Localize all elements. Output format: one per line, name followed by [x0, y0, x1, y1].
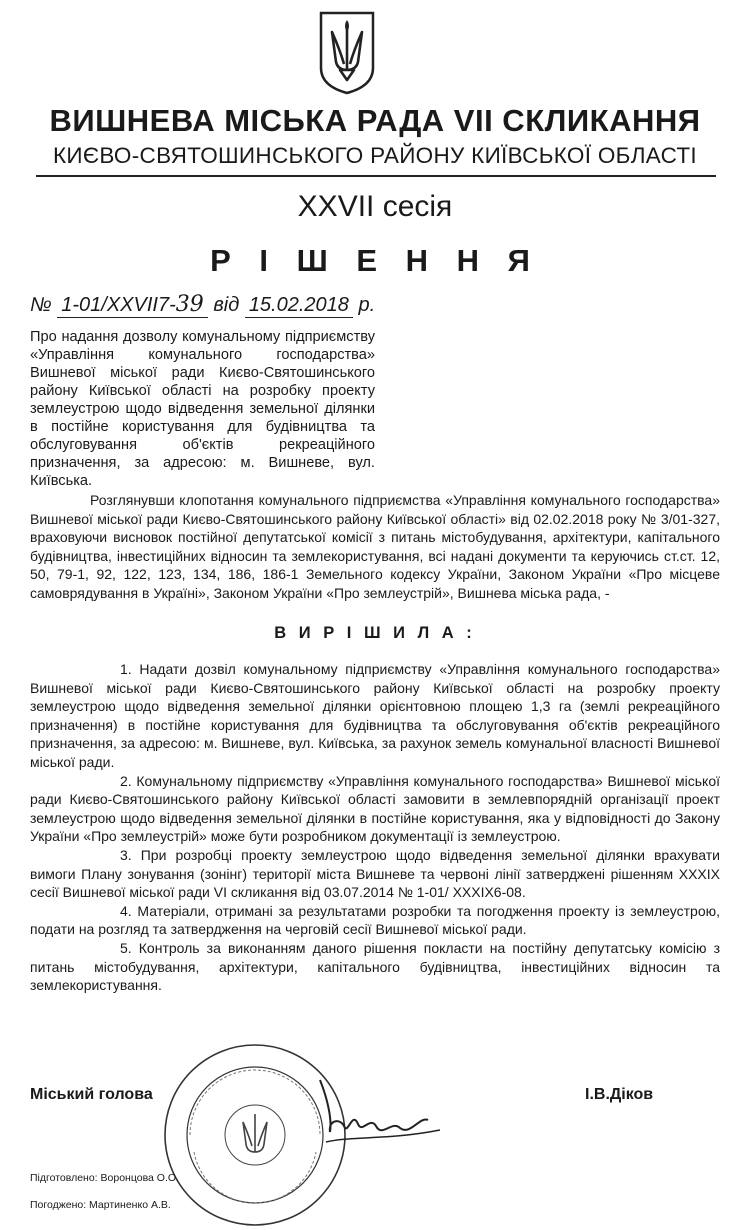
council-name: ВИШНЕВА МІСЬКА РАДА VII СКЛИКАННЯ: [49, 103, 701, 138]
decision-item: 3. При розробці проекту землеустрою щодо відведення земельної ділянки врахувати вимоги Плану зонування (зонінг) території міста Вишневе та червоні лінії затверджені рішенням XXXIX сесії Вишневої міської ради VI скликання від 03.07.2014 № 1-01/ XXXIX6-08.: [30, 846, 720, 901]
resolved-heading: В И Р І Ш И Л А :: [274, 624, 476, 642]
document-number-line: [30, 292, 375, 318]
decision-items: [30, 660, 720, 995]
number-label: №: [30, 294, 52, 316]
decision-item: 1. Надати дозвіл комунальному підприємству «Управління комунального господарства» Вишневої міської ради Києво-Святошинського району Київської області на розробку проекту землеустрою щодо відведення земельної ділянки орієнтовною площею 1,3 га (землі рекреаційного призначення) в постійне користування для будівництва та обслуговування об'єктів рекреаційного призначення, за адресою: м. Вишневе, вул. Київська, за рахунок земель комунальної власності Вишневої міської ради.: [30, 661, 720, 770]
decision-subject: Про надання дозволу комунальному підприємству «Управління комунального господарства» Вишневої міської ради Києво-Святошинського району Київської області на розробку проекту землеустрою щодо відведення земельної ділянки в постійне користування для будівництва та обслуговування об'єктів рекреаційного призначення, за адресою: м. Вишневе, вул. Київська.: [30, 329, 375, 489]
number-printed: 1-01/XXVII7-: [61, 294, 176, 316]
decision-item: 5. Контроль за виконанням даного рішення покласти на постійну депутатську комісію з питань містобудування, архітектури, капітального будівництва, інвестиційних відносин та землекористування.: [30, 939, 720, 994]
district-name: КИЄВО-СВЯТОШИНСЬКОГО РАЙОНУ КИЇВСЬКОЇ ОБЛАСТІ: [53, 143, 697, 168]
prepared-by: Підготовлено: Воронцова О.О.: [30, 1172, 179, 1184]
preamble-paragraph: Розглянувши клопотання комунального підприємства «Управління комунального господарства» Вишневої міської ради Києво-Святошинського району Київської області» від 02.02.2018 року № 3/01-327, враховуючи висновок постійної депутатської комісії з питань містобудування, архітектури, капітального будівництва, інвестиційних відносин та землекористування, всі надані документи та керуючись ст.ст. 12, 50, 79-1, 92, 122, 123, 134, 186, 186-1 Земельного кодексу України, Законом України «Про місцеве самоврядування в Україні», Законом України «Про землеустрій», Вишнева міська рада, -: [30, 492, 720, 601]
document-date: 15.02.2018: [245, 294, 353, 318]
mayor-name: І.В.Діков: [585, 1086, 654, 1103]
date-label: від: [213, 294, 240, 316]
trident-coat-of-arms-icon: [318, 10, 376, 95]
handwritten-signature-icon: [300, 1060, 460, 1180]
agreed-by: Погоджено: Мартиненко А.В.: [30, 1199, 171, 1211]
header-divider: [36, 175, 716, 177]
year-suffix: р.: [358, 294, 376, 316]
session-number: XXVII сесія: [297, 190, 453, 223]
mayor-label: Міський голова: [30, 1086, 153, 1103]
decision-item: 4. Матеріали, отримані за результатами розробки та погодження проекту із землеустрою, подати на розгляд та затвердження на черговій сесії Вишневої міської ради.: [30, 902, 720, 938]
document-title: Р І Ш Е Н Н Я: [210, 243, 540, 278]
document-number: [57, 292, 208, 318]
number-handwritten: 39: [175, 292, 204, 317]
decision-item: 2. Комунальному підприємству «Управління комунального господарства» Вишневої міської ради Києво-Святошинського району Київської області замовити в землевпорядній організації проект землеустрою щодо відведення земельної ділянки в постійне користування, яка у відповідності до Закону України «Про землеустрій» може бути розробником документації із землеустрою.: [30, 772, 720, 845]
